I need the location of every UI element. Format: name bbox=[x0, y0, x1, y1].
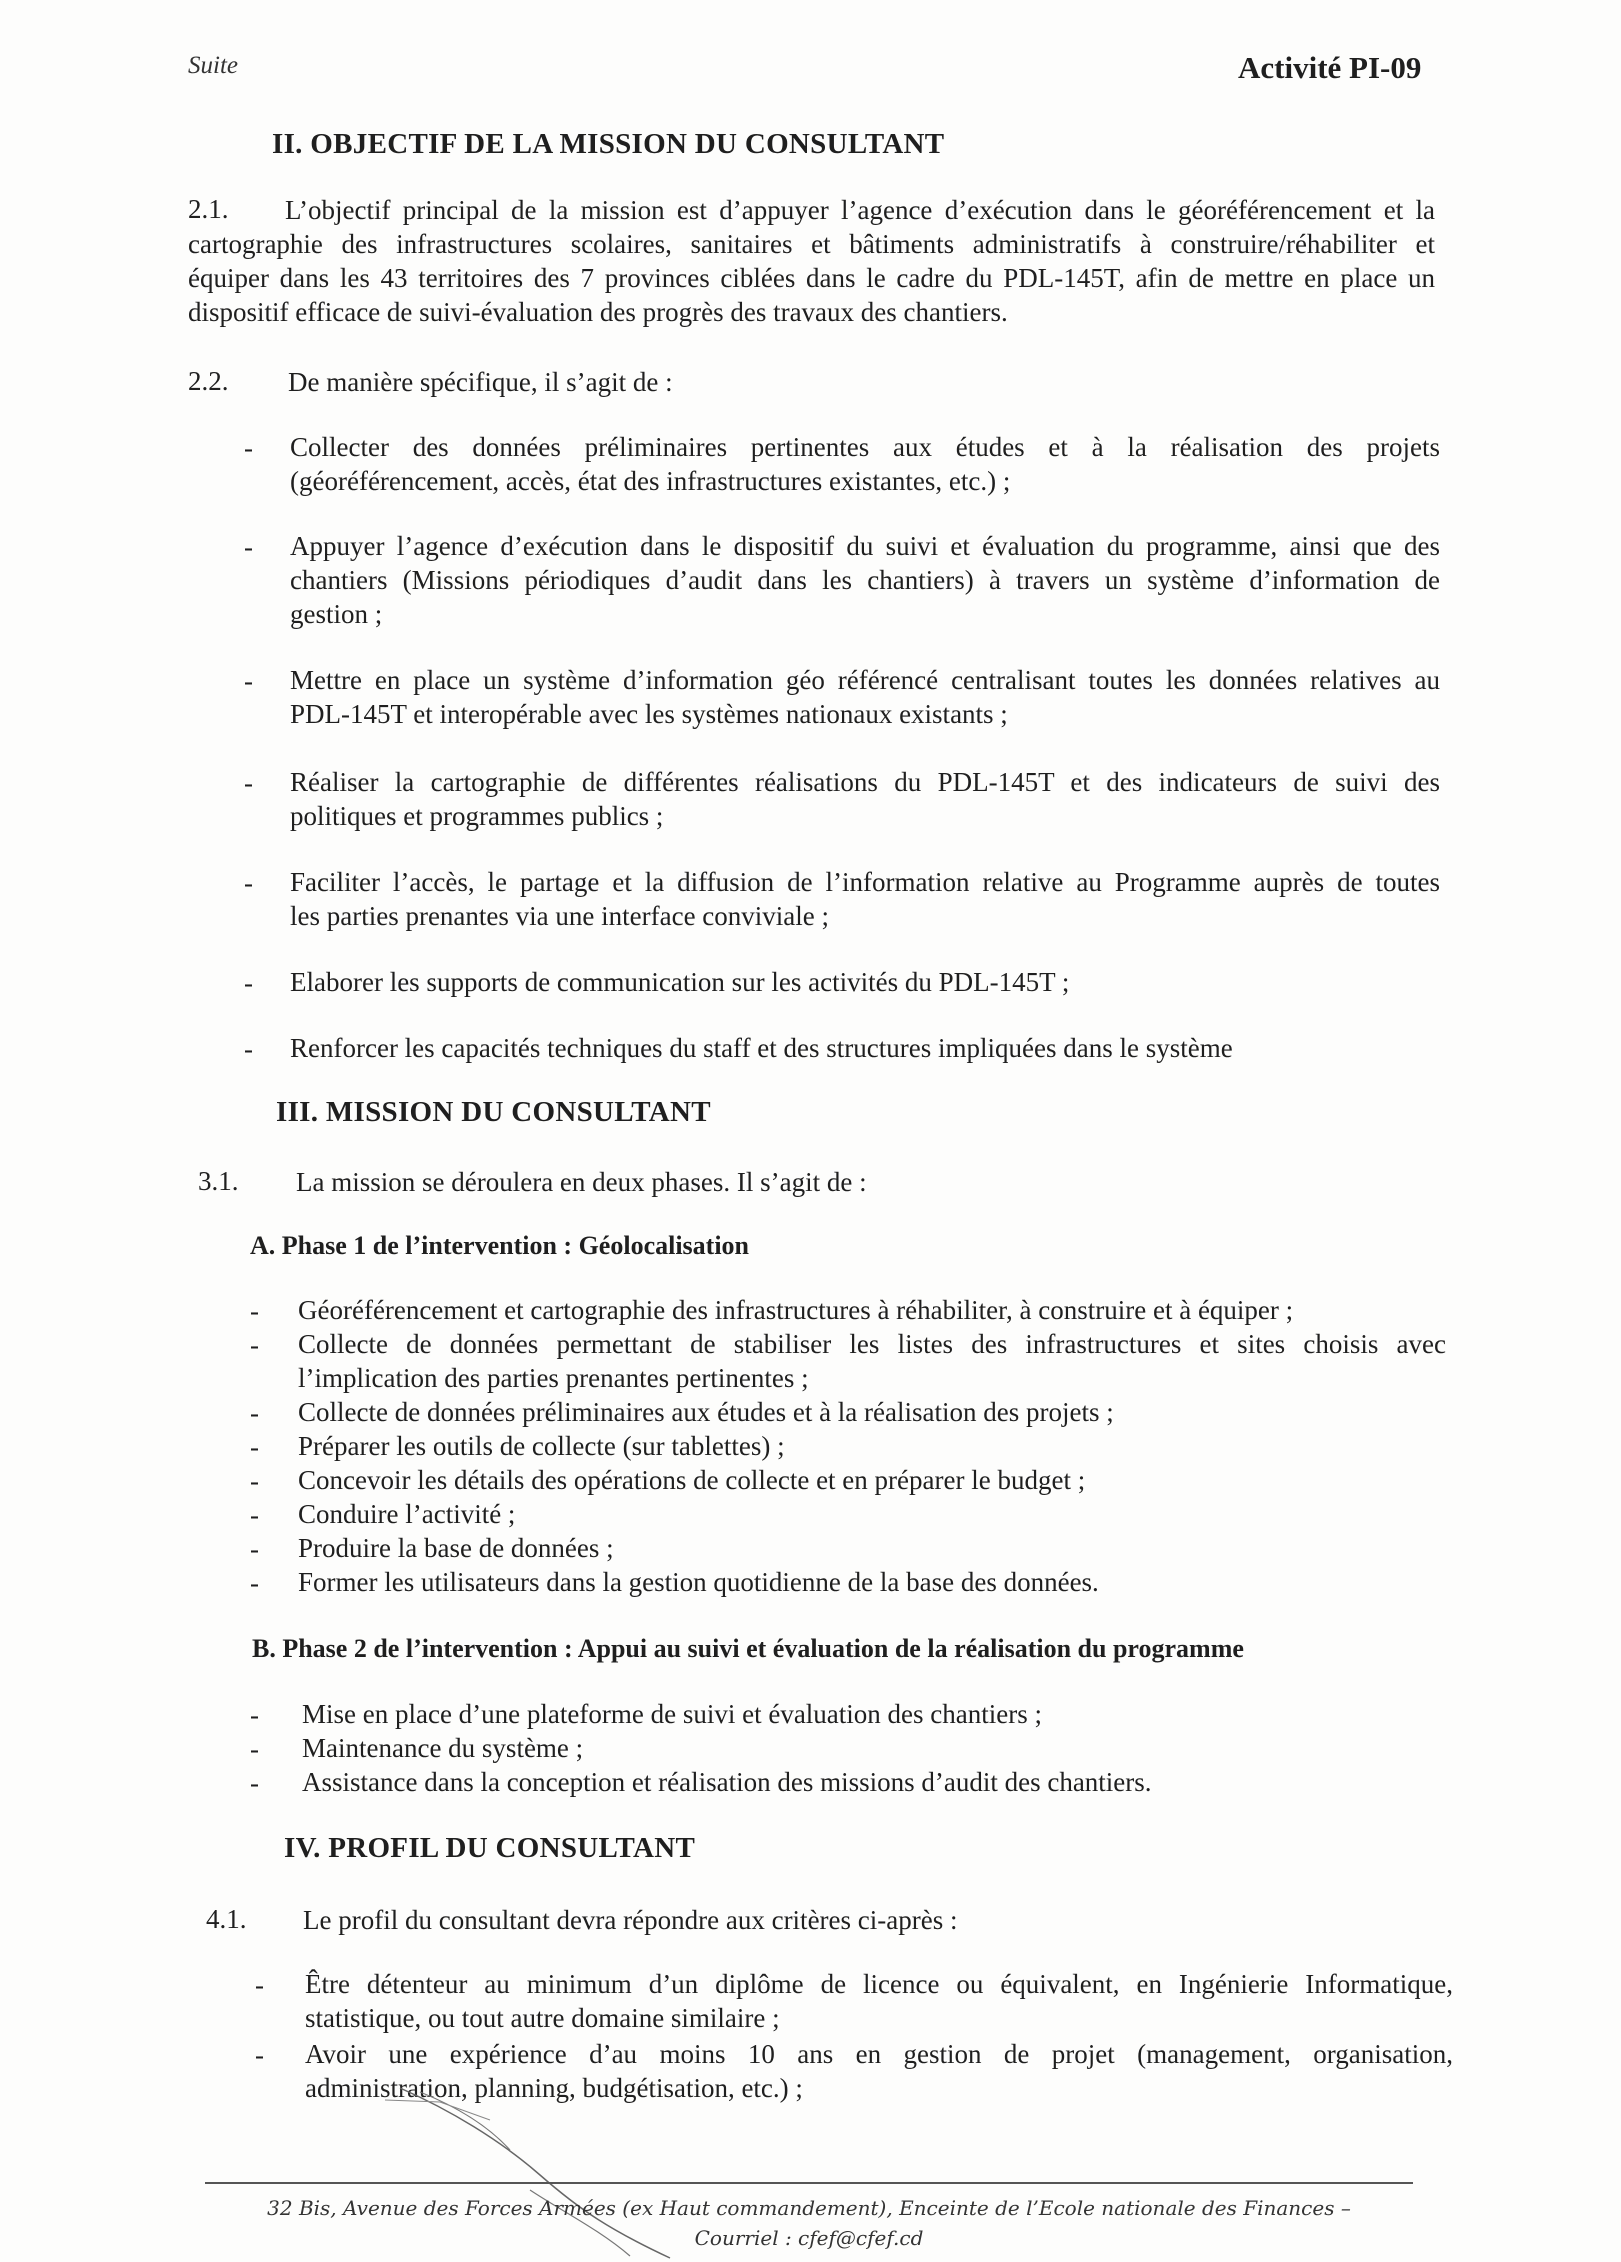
section-4-title: IV. PROFIL DU CONSULTANT bbox=[284, 1832, 696, 1864]
objective-bullet-line: PDL-145T et interopérable avec les systèmes nationaux existants ; bbox=[290, 699, 1008, 729]
objective-bullet-line: politiques et programmes publics ; bbox=[290, 801, 664, 831]
phase-a-item: Produire la base de données ; bbox=[298, 1533, 614, 1563]
objective-bullet-line: gestion ; bbox=[290, 599, 383, 629]
phase-b-item: Assistance dans la conception et réalisation des missions d’audit des chantiers. bbox=[302, 1767, 1152, 1797]
objective-bullet-line: Renforcer les capacités techniques du staff et des structures impliquées dans le système bbox=[290, 1033, 1233, 1063]
para-2-1-line: cartographie des infrastructures scolaires, sanitaires et bâtiments administratifs à construire/réhabiliter et bbox=[188, 229, 1435, 259]
bullet-dash: - bbox=[255, 1970, 264, 2000]
section-3-title: III. MISSION DU CONSULTANT bbox=[276, 1096, 711, 1128]
bullet-dash: - bbox=[250, 1500, 259, 1530]
phase-a-item: Concevoir les détails des opérations de collecte et en préparer le budget ; bbox=[298, 1465, 1086, 1495]
bullet-dash: - bbox=[244, 532, 253, 562]
para-2-1-line: dispositif efficace de suivi-évaluation des progrès des travaux des chantiers. bbox=[188, 297, 1008, 327]
phase-a-title: A. Phase 1 de l’intervention : Géolocalisation bbox=[250, 1231, 750, 1260]
footer-email: Courriel : cfef@cfef.cd bbox=[694, 2226, 924, 2250]
objective-bullet-line: Elaborer les supports de communication sur les activités du PDL-145T ; bbox=[290, 967, 1070, 997]
bullet-dash: - bbox=[250, 1432, 259, 1462]
objective-bullet-line: Réaliser la cartographie de différentes réalisations du PDL-145T et des indicateurs de suivi des bbox=[290, 767, 1440, 797]
phase-b-item: Mise en place d’une plateforme de suivi et évaluation des chantiers ; bbox=[302, 1699, 1042, 1729]
bullet-dash: - bbox=[250, 1768, 259, 1798]
phase-a-item: Géoréférencement et cartographie des infrastructures à réhabiliter, à construire et à équiper ; bbox=[298, 1295, 1294, 1325]
para-3-1-text: La mission se déroulera en deux phases. Il s’agit de : bbox=[296, 1167, 867, 1197]
objective-bullet-line: chantiers (Missions périodiques d’audit dans les chantiers) à travers un système d’information de bbox=[290, 565, 1440, 595]
bullet-dash: - bbox=[255, 2040, 264, 2070]
phase-a-item: l’implication des parties prenantes pertinentes ; bbox=[298, 1363, 809, 1393]
bullet-dash: - bbox=[250, 1568, 259, 1598]
bullet-dash: - bbox=[244, 666, 253, 696]
objective-bullet-line: Mettre en place un système d’information géo référencé centralisant toutes les données relatives au bbox=[290, 665, 1440, 695]
bullet-dash: - bbox=[244, 768, 253, 798]
para-2-2-text: De manière spécifique, il s’agit de : bbox=[288, 367, 673, 397]
bullet-dash: - bbox=[250, 1734, 259, 1764]
phase-b-item: Maintenance du système ; bbox=[302, 1733, 584, 1763]
header-suite: Suite bbox=[188, 52, 238, 79]
profile-criterion: statistique, ou tout autre domaine similaire ; bbox=[305, 2003, 780, 2033]
objective-bullet-line: les parties prenantes via une interface conviviale ; bbox=[290, 901, 830, 931]
phase-a-item: Collecte de données permettant de stabiliser les listes des infrastructures et sites choisis avec bbox=[298, 1329, 1446, 1359]
profile-criterion: Être détenteur au minimum d’un diplôme de licence ou équivalent, en Ingénierie Informatique, bbox=[305, 1969, 1453, 1999]
phase-a-item: Former les utilisateurs dans la gestion quotidienne de la base des données. bbox=[298, 1567, 1099, 1597]
para-2-1-number: 2.1. bbox=[188, 194, 229, 224]
phase-a-item: Préparer les outils de collecte (sur tablettes) ; bbox=[298, 1431, 785, 1461]
bullet-dash: - bbox=[244, 868, 253, 898]
profile-criterion: Avoir une expérience d’au moins 10 ans en gestion de projet (management, organisation, bbox=[305, 2039, 1453, 2069]
bullet-dash: - bbox=[250, 1296, 259, 1326]
profile-criterion: administration, planning, budgétisation, etc.) ; bbox=[305, 2073, 803, 2103]
bullet-dash: - bbox=[244, 433, 253, 463]
para-4-1-number: 4.1. bbox=[206, 1904, 247, 1934]
phase-b-title: B. Phase 2 de l’intervention : Appui au suivi et évaluation de la réalisation du programme bbox=[252, 1634, 1244, 1663]
para-3-1-number: 3.1. bbox=[198, 1166, 239, 1196]
header-activity-code: Activité PI-09 bbox=[1238, 50, 1422, 85]
footer-address: 32 Bis, Avenue des Forces Armées (ex Haut commandement), Enceinte de l’Ecole nationale des Finances – bbox=[267, 2196, 1351, 2220]
para-2-1-line: équiper dans les 43 territoires des 7 provinces ciblées dans le cadre du PDL-145T, afin de mettre en place un bbox=[188, 263, 1435, 293]
phase-a-item: Collecte de données préliminaires aux études et à la réalisation des projets ; bbox=[298, 1397, 1114, 1427]
bullet-dash: - bbox=[250, 1700, 259, 1730]
para-2-1-line: L’objectif principal de la mission est d’appuyer l’agence d’exécution dans le géoréférencement et la bbox=[285, 195, 1435, 225]
phase-a-item: Conduire l’activité ; bbox=[298, 1499, 516, 1529]
para-4-1-text: Le profil du consultant devra répondre aux critères ci-après : bbox=[303, 1905, 958, 1935]
bullet-dash: - bbox=[244, 1034, 253, 1064]
objective-bullet-line: (géoréférencement, accès, état des infrastructures existantes, etc.) ; bbox=[290, 466, 1011, 496]
bullet-dash: - bbox=[244, 968, 253, 998]
bullet-dash: - bbox=[250, 1330, 259, 1360]
bullet-dash: - bbox=[250, 1398, 259, 1428]
objective-bullet-line: Collecter des données préliminaires pertinentes aux études et à la réalisation des projets bbox=[290, 432, 1440, 462]
footer-rule bbox=[205, 2182, 1413, 2184]
bullet-dash: - bbox=[250, 1466, 259, 1496]
section-2-title: II. OBJECTIF DE LA MISSION DU CONSULTANT bbox=[272, 128, 945, 160]
objective-bullet-line: Faciliter l’accès, le partage et la diffusion de l’information relative au Programme auprès de toutes bbox=[290, 867, 1440, 897]
bullet-dash: - bbox=[250, 1534, 259, 1564]
objective-bullet-line: Appuyer l’agence d’exécution dans le dispositif du suivi et évaluation du programme, ainsi que des bbox=[290, 531, 1440, 561]
para-2-2-number: 2.2. bbox=[188, 366, 229, 396]
